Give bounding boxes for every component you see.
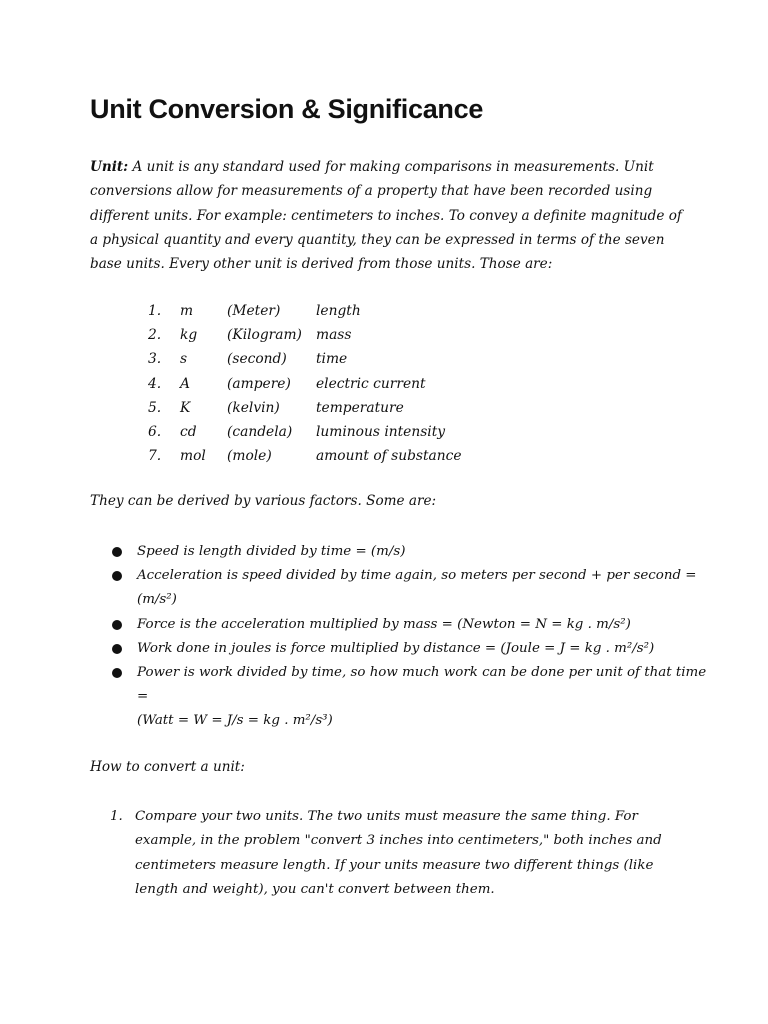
step-number: 1.: [110, 809, 123, 824]
step-text: Compare your two units. The two units must measure the same thing. For example, in the problem "convert 3 inches into centimeters," both inches and centimeters measure length. If your units measure two different things (like length and weight), you can't convert between them.: [135, 809, 662, 897]
unit-name: (Kilogram): [227, 327, 302, 344]
unit-symbol: m: [180, 303, 194, 319]
base-unit-item: [148, 420, 462, 444]
item-number: 1.: [148, 303, 162, 319]
unit-name: (mole): [227, 448, 272, 465]
derived-item: [112, 564, 712, 612]
unit-symbol: A: [180, 375, 190, 392]
derived-item: [112, 540, 712, 564]
intro-text: A unit is any standard used for making comparisons in measurements. Unit conversions allow for measurements of a property that have been recorded using different units. For example: centimeters to inches. To convey a definite magnitude of a physical quantity and every quantity, they can be expressed in terms of the seven base units. Every other unit is derived from those units. Those are:: [90, 159, 682, 273]
unit-quantity: electric current: [316, 375, 426, 392]
base-unit-item: [148, 444, 462, 468]
unit-name: (second): [227, 351, 287, 368]
base-unit-item: [148, 396, 462, 420]
bullet-icon: [112, 547, 122, 557]
steps-list: [110, 805, 670, 902]
derived-item: [112, 661, 712, 734]
unit-quantity: temperature: [316, 399, 404, 416]
unit-name: (kelvin): [227, 399, 280, 416]
unit-quantity: mass: [316, 327, 352, 344]
derived-item: [112, 613, 712, 637]
bullet-icon: [112, 620, 122, 630]
base-unit-item: [148, 347, 462, 371]
derived-text: Force is the acceleration multiplied by mass = (Newton = N = kg . m/s²): [137, 616, 631, 632]
page-title: Unit Conversion & Significance: [90, 94, 484, 124]
howto-heading: How to convert a unit:: [90, 759, 245, 775]
intro-paragraph: [90, 155, 690, 276]
base-units-list: [148, 299, 462, 468]
derived-text: Speed is length divided by time = (m/s): [137, 544, 406, 559]
item-number: 2.: [148, 327, 162, 344]
derived-text: Acceleration is speed divided by time again, so meters per second + per second = (m/s²): [137, 568, 697, 608]
base-unit-item: [148, 299, 462, 323]
derived-intro: They can be derived by various factors. Some are:: [90, 493, 437, 509]
unit-quantity: amount of substance: [316, 448, 462, 465]
step-item: [110, 805, 670, 902]
item-number: 3.: [148, 351, 162, 368]
unit-symbol: mol: [180, 448, 206, 465]
bullet-icon: [112, 668, 122, 678]
bullet-icon: [112, 571, 122, 581]
base-unit-item: [148, 323, 462, 347]
unit-symbol: K: [180, 399, 191, 416]
unit-quantity: length: [316, 303, 361, 319]
item-number: 5.: [148, 399, 162, 416]
unit-quantity: luminous intensity: [316, 423, 446, 440]
derived-text: Power is work divided by time, so how much work can be done per unit of that time = (Watt = W = J/s = kg . m²/s³): [137, 665, 707, 729]
derived-text: Work done in joules is force multiplied by distance = (Joule = J = kg . m²/s²): [137, 640, 655, 656]
derived-units-list: [112, 540, 712, 734]
unit-name: (Meter): [227, 303, 281, 319]
derived-item: [112, 637, 712, 661]
unit-name: (ampere): [227, 375, 291, 392]
unit-symbol: kg: [180, 327, 198, 344]
unit-symbol: cd: [180, 423, 197, 440]
item-number: 6.: [148, 423, 162, 440]
item-number: 7.: [148, 448, 162, 465]
bullet-icon: [112, 644, 122, 654]
base-unit-item: [148, 372, 462, 396]
unit-quantity: time: [316, 351, 348, 368]
intro-label: Unit:: [90, 159, 129, 175]
unit-name: (candela): [227, 423, 293, 440]
item-number: 4.: [148, 375, 162, 392]
unit-symbol: s: [180, 351, 188, 368]
